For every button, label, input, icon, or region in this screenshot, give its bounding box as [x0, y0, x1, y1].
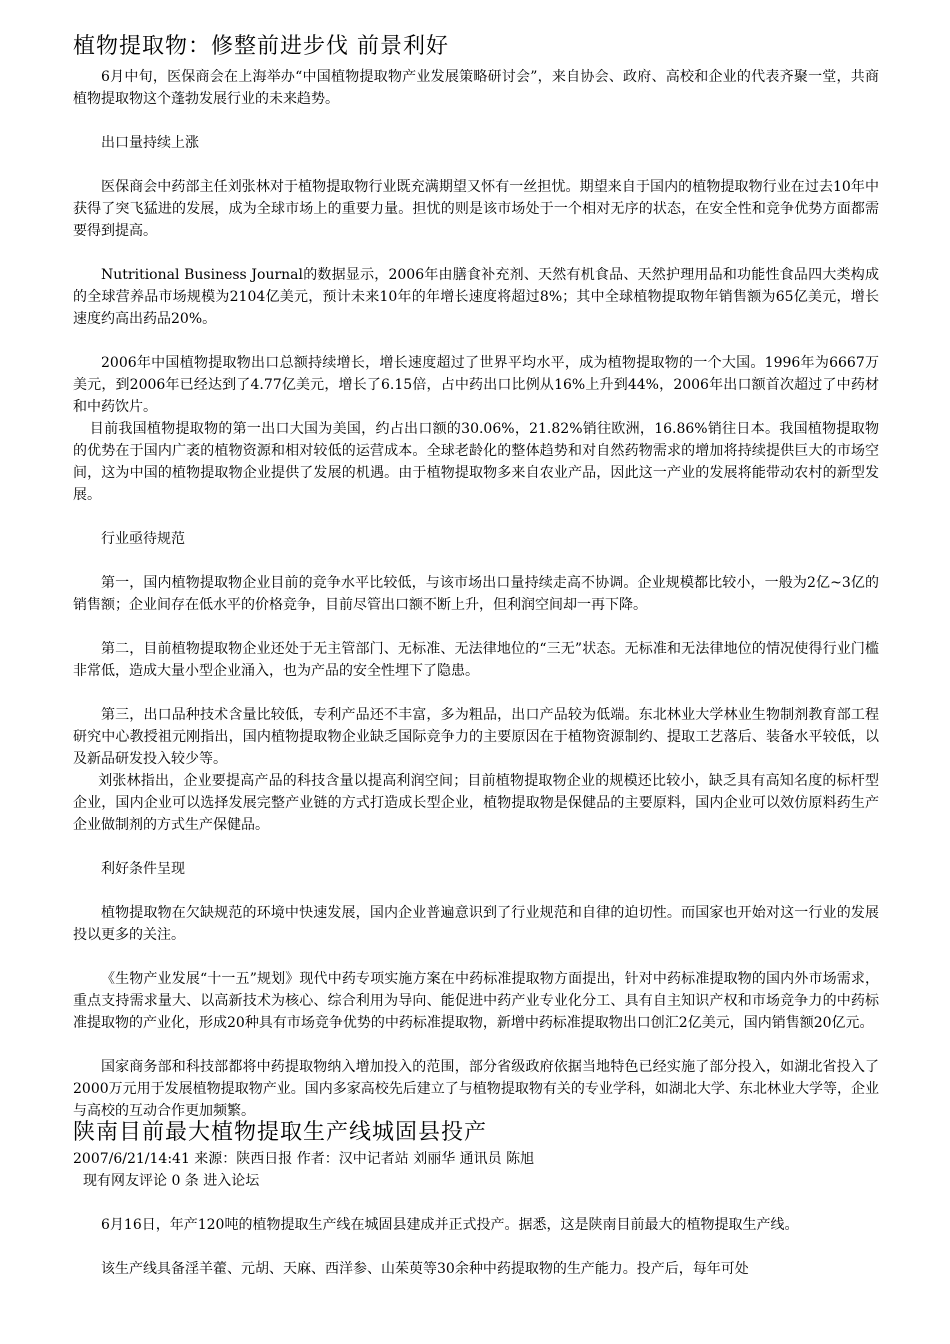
section-heading: 行业亟待规范 — [101, 531, 185, 547]
paragraph: 目前我国植物提取物的第一出口大国为美国，约占出口额的30.06%，21.82%销往欧洲，16.86%销往日本。我国植物提取物的优势在于国内广袤的植物资源和相对较低的运营成本。全球老龄化的整体趋势和对自然药物需求的增加将持续提供巨大的市场空间，这为中国的植物提取物企业提供了发展的机遇。由于植物提取物多来自农业产品，因此这一产业的发展将能带动农村的新型发展。 — [73, 421, 879, 503]
paragraph: 6月16日，年产120吨的植物提取生产线在城固县建成并正式投产。据悉，这是陕南目前最大的植物提取生产线。 — [101, 1217, 799, 1233]
section-heading: 出口量持续上涨 — [101, 135, 199, 151]
paragraph: 2006年中国植物提取物出口总额持续增长，增长速度超过了世界平均水平，成为植物提取物的一个大国。1996年为6667万美元，到2006年已经达到了4.77亿美元，增长了6.15倍，占中药出口比例从16%上升到44%，2006年出口额首次超过了中药材和中药饮片。 — [73, 355, 879, 415]
paragraph: Nutritional Business Journal的数据显示，2006年由膳食补充剂、天然有机食品、天然护理用品和功能性食品四大类构成的全球营养品市场规模为2104亿美元，预计未来10年的年增长速度将超过8%；其中全球植物提取物年销售额为65亿美元，增长速度约高出药品20%。 — [73, 267, 879, 327]
paragraph: 第一，国内植物提取物企业目前的竞争水平比较低，与该市场出口量持续走高不协调。企业规模都比较小，一般为2亿~3亿的销售额；企业间存在低水平的价格竞争，目前尽管出口额不断上升，但利润空间却一再下降。 — [73, 575, 879, 613]
paragraph: 《生物产业发展“十一五”规划》现代中药专项实施方案在中药标准提取物方面提出，针对中药标准提取物的国内外市场需求，重点支持需求量大、以高新技术为核心、综合利用为导向、能促进中药产业专业化分工、具有自主知识产权和市场竞争力的中药标准提取物的产业化，形成20种具有市场竞争优势的中药标准提取物，新增中药标准提取物出口创汇2亿美元，国内销售额20亿元。 — [73, 971, 879, 1031]
paragraph: 第二，目前植物提取物企业还处于无主管部门、无标准、无法律地位的“三无”状态。无标准和无法律地位的情况使得行业门槛非常低，造成大量小型企业涌入，也为产品的安全性埋下了隐患。 — [73, 641, 879, 679]
article-title: 陕南目前最大植物提取生产线城固县投产 — [73, 1120, 488, 1145]
paragraph: 6月中旬，医保商会在上海举办“中国植物提取物产业发展策略研讨会”，来自协会、政府、高校和企业的代表齐聚一堂，共商植物提取物这个蓬勃发展行业的未来趋势。 — [73, 69, 879, 107]
article-title: 植物提取物：修整前进步伐 前景利好 — [73, 34, 449, 59]
paragraph: 国家商务部和科技部都将中药提取物纳入增加投入的范围，部分省级政府依据当地特色已经实施了部分投入，如湖北省投入了2000万元用于发展植物提取物产业。国内多家高校先后建立了与植物提取物有关的专业学科，如湖北大学、东北林业大学等，企业与高校的互动合作更加频繁。 — [73, 1059, 879, 1119]
section-heading: 利好条件呈现 — [101, 861, 185, 877]
document-page — [73, 30, 879, 1280]
paragraph: 该生产线具备淫羊藿、元胡、天麻、西洋参、山茱萸等30余种中药提取物的生产能力。投产后，每年可处 — [101, 1261, 749, 1277]
paragraph: 植物提取物在欠缺规范的环境中快速发展，国内企业普遍意识到了行业规范和自律的迫切性。而国家也开始对这一行业的发展投以更多的关注。 — [73, 905, 879, 943]
comment-forum-line[interactable]: 现有网友评论 0 条 进入论坛 — [83, 1173, 260, 1189]
article-meta: 2007/6/21/14:41 来源：陕西日报 作者：汉中记者站 刘丽华 通讯员 陈旭 — [73, 1151, 535, 1167]
paragraph: 医保商会中药部主任刘张林对于植物提取物行业既充满期望又怀有一丝担忧。期望来自于国内的植物提取物行业在过去10年中获得了突飞猛进的发展，成为全球市场上的重要力量。担忧的则是该市场处于一个相对无序的状态，在安全性和竞争优势方面都需要得到提高。 — [73, 179, 879, 239]
paragraph: 第三，出口品种技术含量比较低，专利产品还不丰富，多为粗品，出口产品较为低端。东北林业大学林业生物制剂教育部工程研究中心教授祖元刚指出，国内植物提取物企业缺乏国际竞争力的主要原因在于植物资源制约、提取工艺落后、装备水平较低，以及新品研发投入较少等。 — [73, 707, 879, 767]
paragraph: 刘张林指出，企业要提高产品的科技含量以提高利润空间；目前植物提取物企业的规模还比较小，缺乏具有高知名度的标杆型企业，国内企业可以选择发展完整产业链的方式打造成长型企业，植物提取物是保健品的主要原料，国内企业可以效仿原料药生产企业做制剂的方式生产保健品。 — [73, 773, 879, 833]
